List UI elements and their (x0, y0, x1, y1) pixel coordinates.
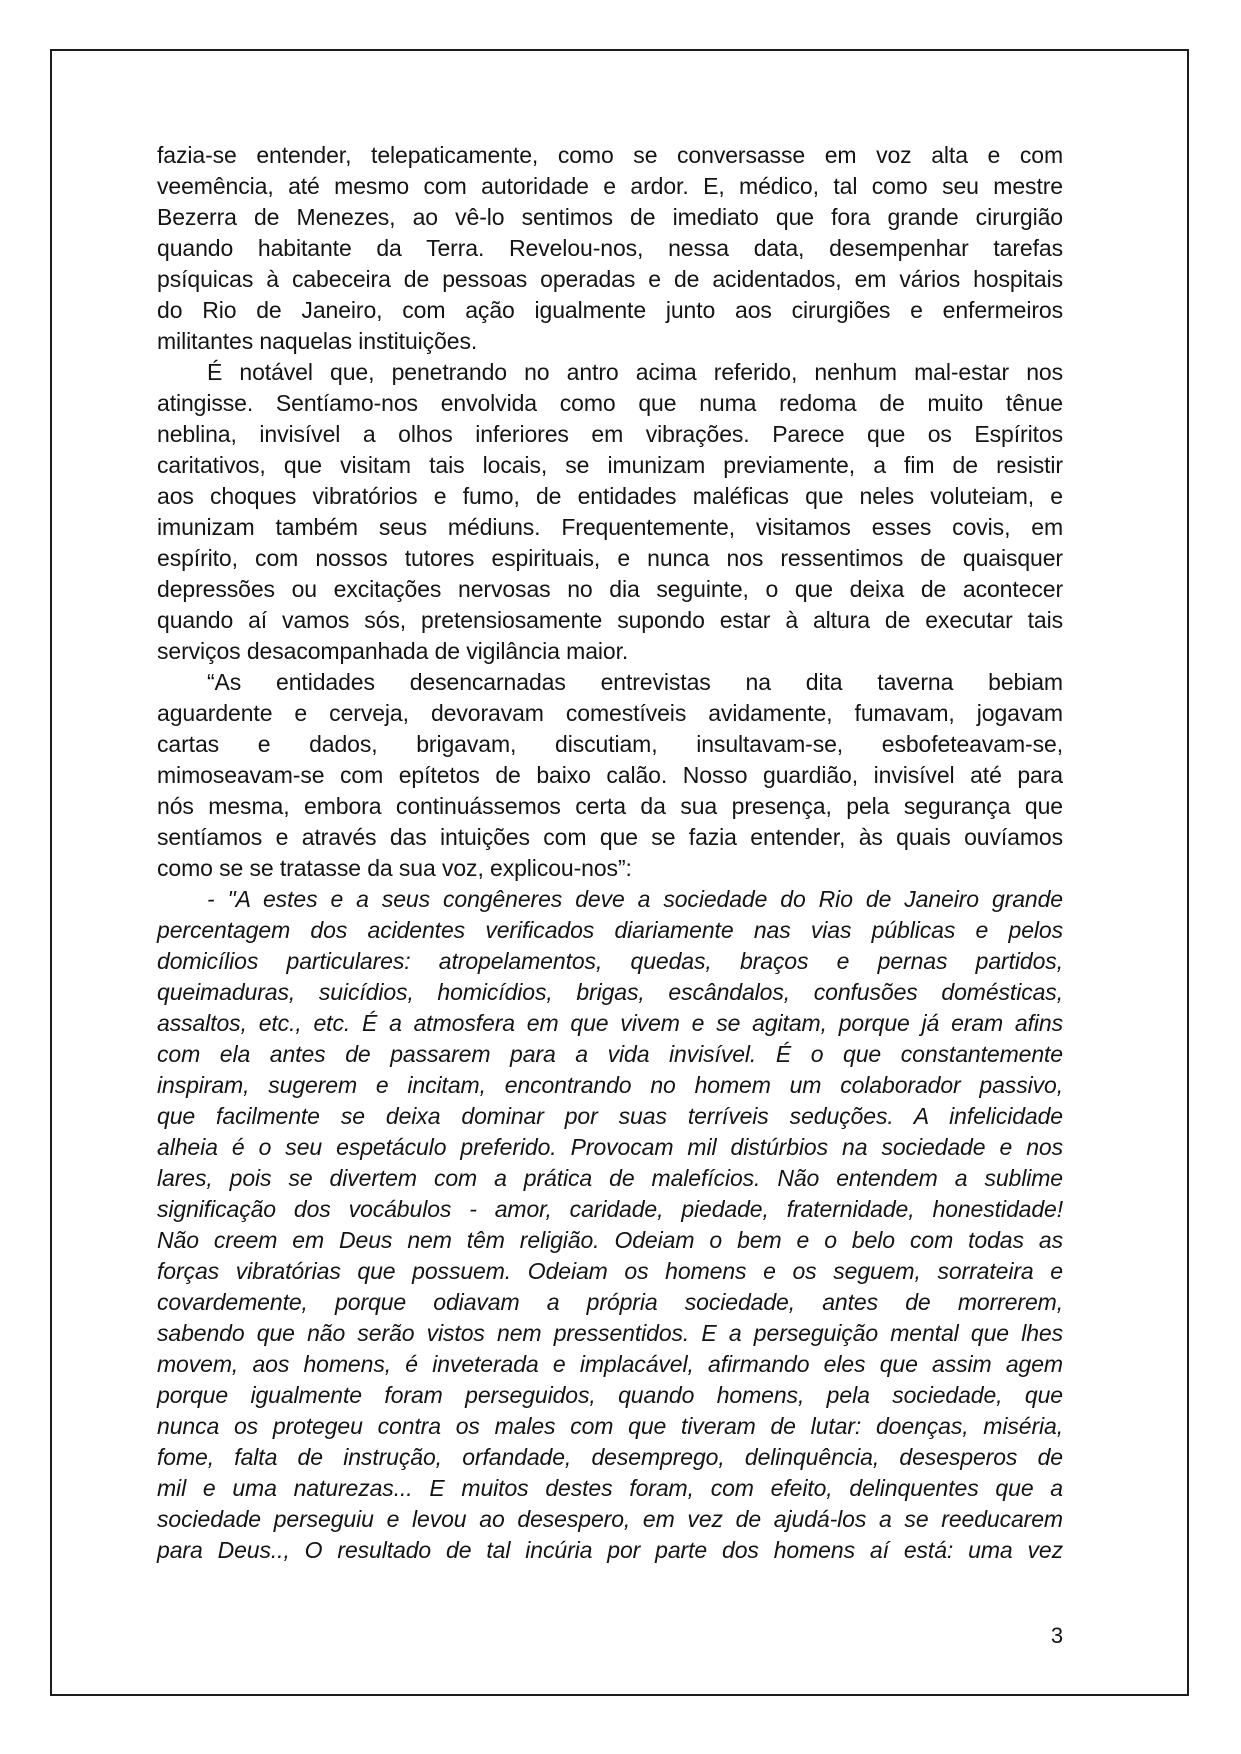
text-line: serviços desacompanhada de vigilância maior. (157, 638, 629, 664)
text-line: depressões ou excitações nervosas no dia seguinte, o que deixa de acontecer (157, 576, 1063, 602)
text-line: mimoseavam-se com epítetos de baixo calão. Nosso guardião, invisível até para (157, 762, 1063, 788)
text-line: fome, falta de instrução, orfandade, desemprego, delinquência, desesperos de (157, 1444, 1063, 1470)
text-line: para Deus.., O resultado de tal incúria por parte dos homens aí está: uma vez (157, 1537, 1063, 1563)
text-line: neblina, invisível a olhos inferiores em vibrações. Parece que os Espíritos (157, 421, 1063, 447)
text-line: forças vibratórias que possuem. Odeiam os homens e os seguem, sorrateira e (157, 1258, 1063, 1284)
page-number: 3 (1050, 1623, 1064, 1648)
text-line: fazia-se entender, telepaticamente, como se conversasse em voz alta e com (157, 142, 1063, 168)
paragraph (157, 357, 1063, 667)
text-line: “As entidades desencarnadas entrevistas na dita taverna bebiam (207, 669, 1063, 695)
text-line: percentagem dos acidentes verificados diariamente nas vias públicas e pelos (157, 917, 1063, 943)
text-line: quando aí vamos sós, pretensiosamente supondo estar à altura de executar tais (157, 607, 1063, 633)
text-line: Bezerra de Menezes, ao vê-lo sentimos de imediato que fora grande cirurgião (157, 204, 1063, 230)
text-line: cartas e dados, brigavam, discutiam, insultavam-se, esbofeteavam-se, (157, 731, 1063, 757)
text-line: sociedade perseguiu e levou ao desespero, em vez de ajudá-los a se reeducarem (157, 1506, 1063, 1532)
text-line: significação dos vocábulos - amor, caridade, piedade, fraternidade, honestidade! (157, 1196, 1063, 1222)
text-line: inspiram, sugerem e incitam, encontrando no homem um colaborador passivo, (157, 1072, 1063, 1098)
text-line: mil e uma naturezas... E muitos destes foram, com efeito, delinquentes que a (157, 1475, 1063, 1501)
text-line: - "A estes e a seus congêneres deve a sociedade do Rio de Janeiro grande (207, 886, 1063, 912)
text-line: covardemente, porque odiavam a própria sociedade, antes de morrerem, (157, 1289, 1063, 1315)
text-line: sabendo que não serão vistos nem pressentidos. E a perseguição mental que lhes (157, 1320, 1063, 1346)
text-line: veemência, até mesmo com autoridade e ardor. E, médico, tal como seu mestre (157, 173, 1063, 199)
text-line: com ela antes de passarem para a vida invisível. É o que constantemente (157, 1041, 1063, 1067)
text-line: lares, pois se divertem com a prática de malefícios. Não entendem a sublime (157, 1165, 1063, 1191)
text-line: assaltos, etc., etc. É a atmosfera em que vivem e se agitam, porque já eram afins (157, 1010, 1063, 1036)
text-line: atingisse. Sentíamo-nos envolvida como que numa redoma de muito tênue (157, 390, 1063, 416)
text-line: psíquicas à cabeceira de pessoas operadas e de acidentados, em vários hospitais (157, 266, 1063, 292)
text-line: do Rio de Janeiro, com ação igualmente junto aos cirurgiões e enfermeiros (157, 297, 1063, 323)
text-line: aguardente e cerveja, devoravam comestíveis avidamente, fumavam, jogavam (157, 700, 1063, 726)
text-line: espírito, com nossos tutores espirituais, e nunca nos ressentimos de quaisquer (157, 545, 1063, 571)
text-line: É notável que, penetrando no antro acima referido, nenhum mal-estar nos (207, 359, 1063, 385)
text-line: movem, aos homens, é inveterada e implacável, afirmando eles que assim agem (157, 1351, 1063, 1377)
text-line: que facilmente se deixa dominar por suas terríveis seduções. A infelicidade (157, 1103, 1063, 1129)
text-line: porque igualmente foram perseguidos, quando homens, pela sociedade, que (157, 1382, 1063, 1408)
text-line: domicílios particulares: atropelamentos, quedas, braços e pernas partidos, (157, 948, 1063, 974)
paragraph (157, 140, 1063, 357)
text-line: nós mesma, embora continuássemos certa da sua presença, pela segurança que (157, 793, 1063, 819)
text-block (157, 140, 1063, 1566)
text-line: imunizam também seus médiuns. Frequentemente, visitamos esses covis, em (157, 514, 1063, 540)
text-line: como se se tratasse da sua voz, explicou-nos”: (157, 855, 632, 881)
text-line: queimaduras, suicídios, homicídios, brigas, escândalos, confusões domésticas, (157, 979, 1063, 1005)
text-line: alheia é o seu espetáculo preferido. Provocam mil distúrbios na sociedade e nos (157, 1134, 1063, 1160)
text-line: quando habitante da Terra. Revelou-nos, nessa data, desempenhar tarefas (157, 235, 1063, 261)
text-line: aos choques vibratórios e fumo, de entidades maléficas que neles voluteiam, e (157, 483, 1063, 509)
paragraph (157, 667, 1063, 884)
text-line: sentíamos e através das intuições com que se fazia entender, às quais ouvíamos (157, 824, 1063, 850)
text-line: militantes naquelas instituições. (157, 328, 478, 354)
text-line: nunca os protegeu contra os males com que tiveram de lutar: doenças, miséria, (157, 1413, 1063, 1439)
text-line: Não creem em Deus nem têm religião. Odeiam o bem e o belo com todas as (157, 1227, 1063, 1253)
text-line: caritativos, que visitam tais locais, se imunizam previamente, a fim de resistir (157, 452, 1063, 478)
paragraph (157, 884, 1063, 1566)
